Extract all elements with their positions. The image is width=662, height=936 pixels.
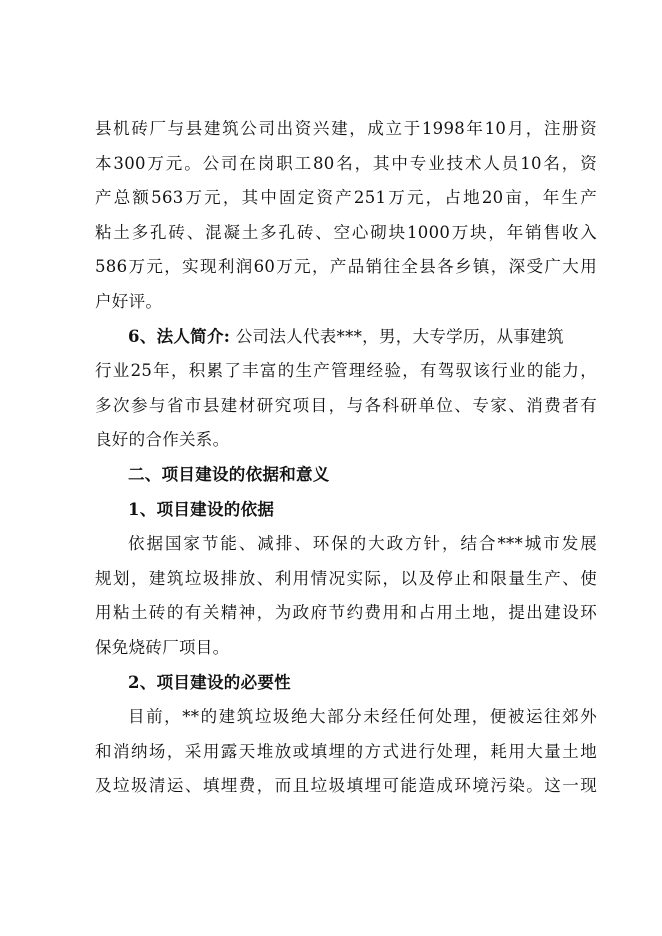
para1-line-5: 586万元，实现利润60万元，产品销往全县各乡镇，深受广大用 xyxy=(95,257,597,277)
sub2-line-3: 及垃圾清运、填埋费，而且垃圾填埋可能造成环境污染。这一现 xyxy=(95,776,597,796)
section-heading: 二、项目建设的依据和意义 xyxy=(128,464,330,484)
para1-line-6: 户好评。 xyxy=(95,291,163,311)
para2-line-4: 良好的合作关系。 xyxy=(95,430,230,450)
sub1-line-4: 保免烧砖厂项目。 xyxy=(95,637,230,657)
sub2-heading: 2、项目建设的必要性 xyxy=(128,672,291,692)
sub1-heading: 1、项目建设的依据 xyxy=(128,499,275,519)
sub1-line-1: 依据国家节能、减排、环保的大政方针，结合***城市发展 xyxy=(128,534,597,554)
para1-line-3: 产总额563万元，其中固定资产251万元，占地20亩，年生产 xyxy=(95,188,597,208)
para1-line-1: 县机砖厂与县建筑公司出资兴建，成立于1998年10月，注册资 xyxy=(95,119,597,138)
para2-line-3: 多次参与省市县建材研究项目，与各科研单位、专家、消费者有 xyxy=(95,395,597,415)
para1-line-4: 粘土多孔砖、混凝土多孔砖、空心砌块1000万块，年销售收入 xyxy=(95,222,597,242)
para1-line-2: 本300万元。公司在岗职工80名，其中专业技术人员10名，资 xyxy=(95,153,597,173)
sub2-line-1: 目前，**的建筑垃圾绝大部分未经任何处理，便被运往郊外 xyxy=(128,707,597,727)
legal-rep-heading: 6、法人简介: xyxy=(128,326,231,346)
sub1-line-3: 用粘土砖的有关精神，为政府节约费用和占用土地，提出建设环 xyxy=(95,603,597,623)
para2-first-line xyxy=(95,320,597,355)
sub1-line-2: 规划，建筑垃圾排放、利用情况实际，以及停止和限量生产、使 xyxy=(95,568,597,588)
para2-line-2: 行业25年，积累了丰富的生产管理经验，有驾驭该行业的能力， xyxy=(95,361,597,381)
sub2-line-2: 和消纳场，采用露天堆放或填埋的方式进行处理，耗用大量土地 xyxy=(95,741,597,761)
legal-rep-text: 公司法人代表***，男，大专学历，从事建筑 xyxy=(235,326,564,346)
document-body xyxy=(95,112,597,804)
